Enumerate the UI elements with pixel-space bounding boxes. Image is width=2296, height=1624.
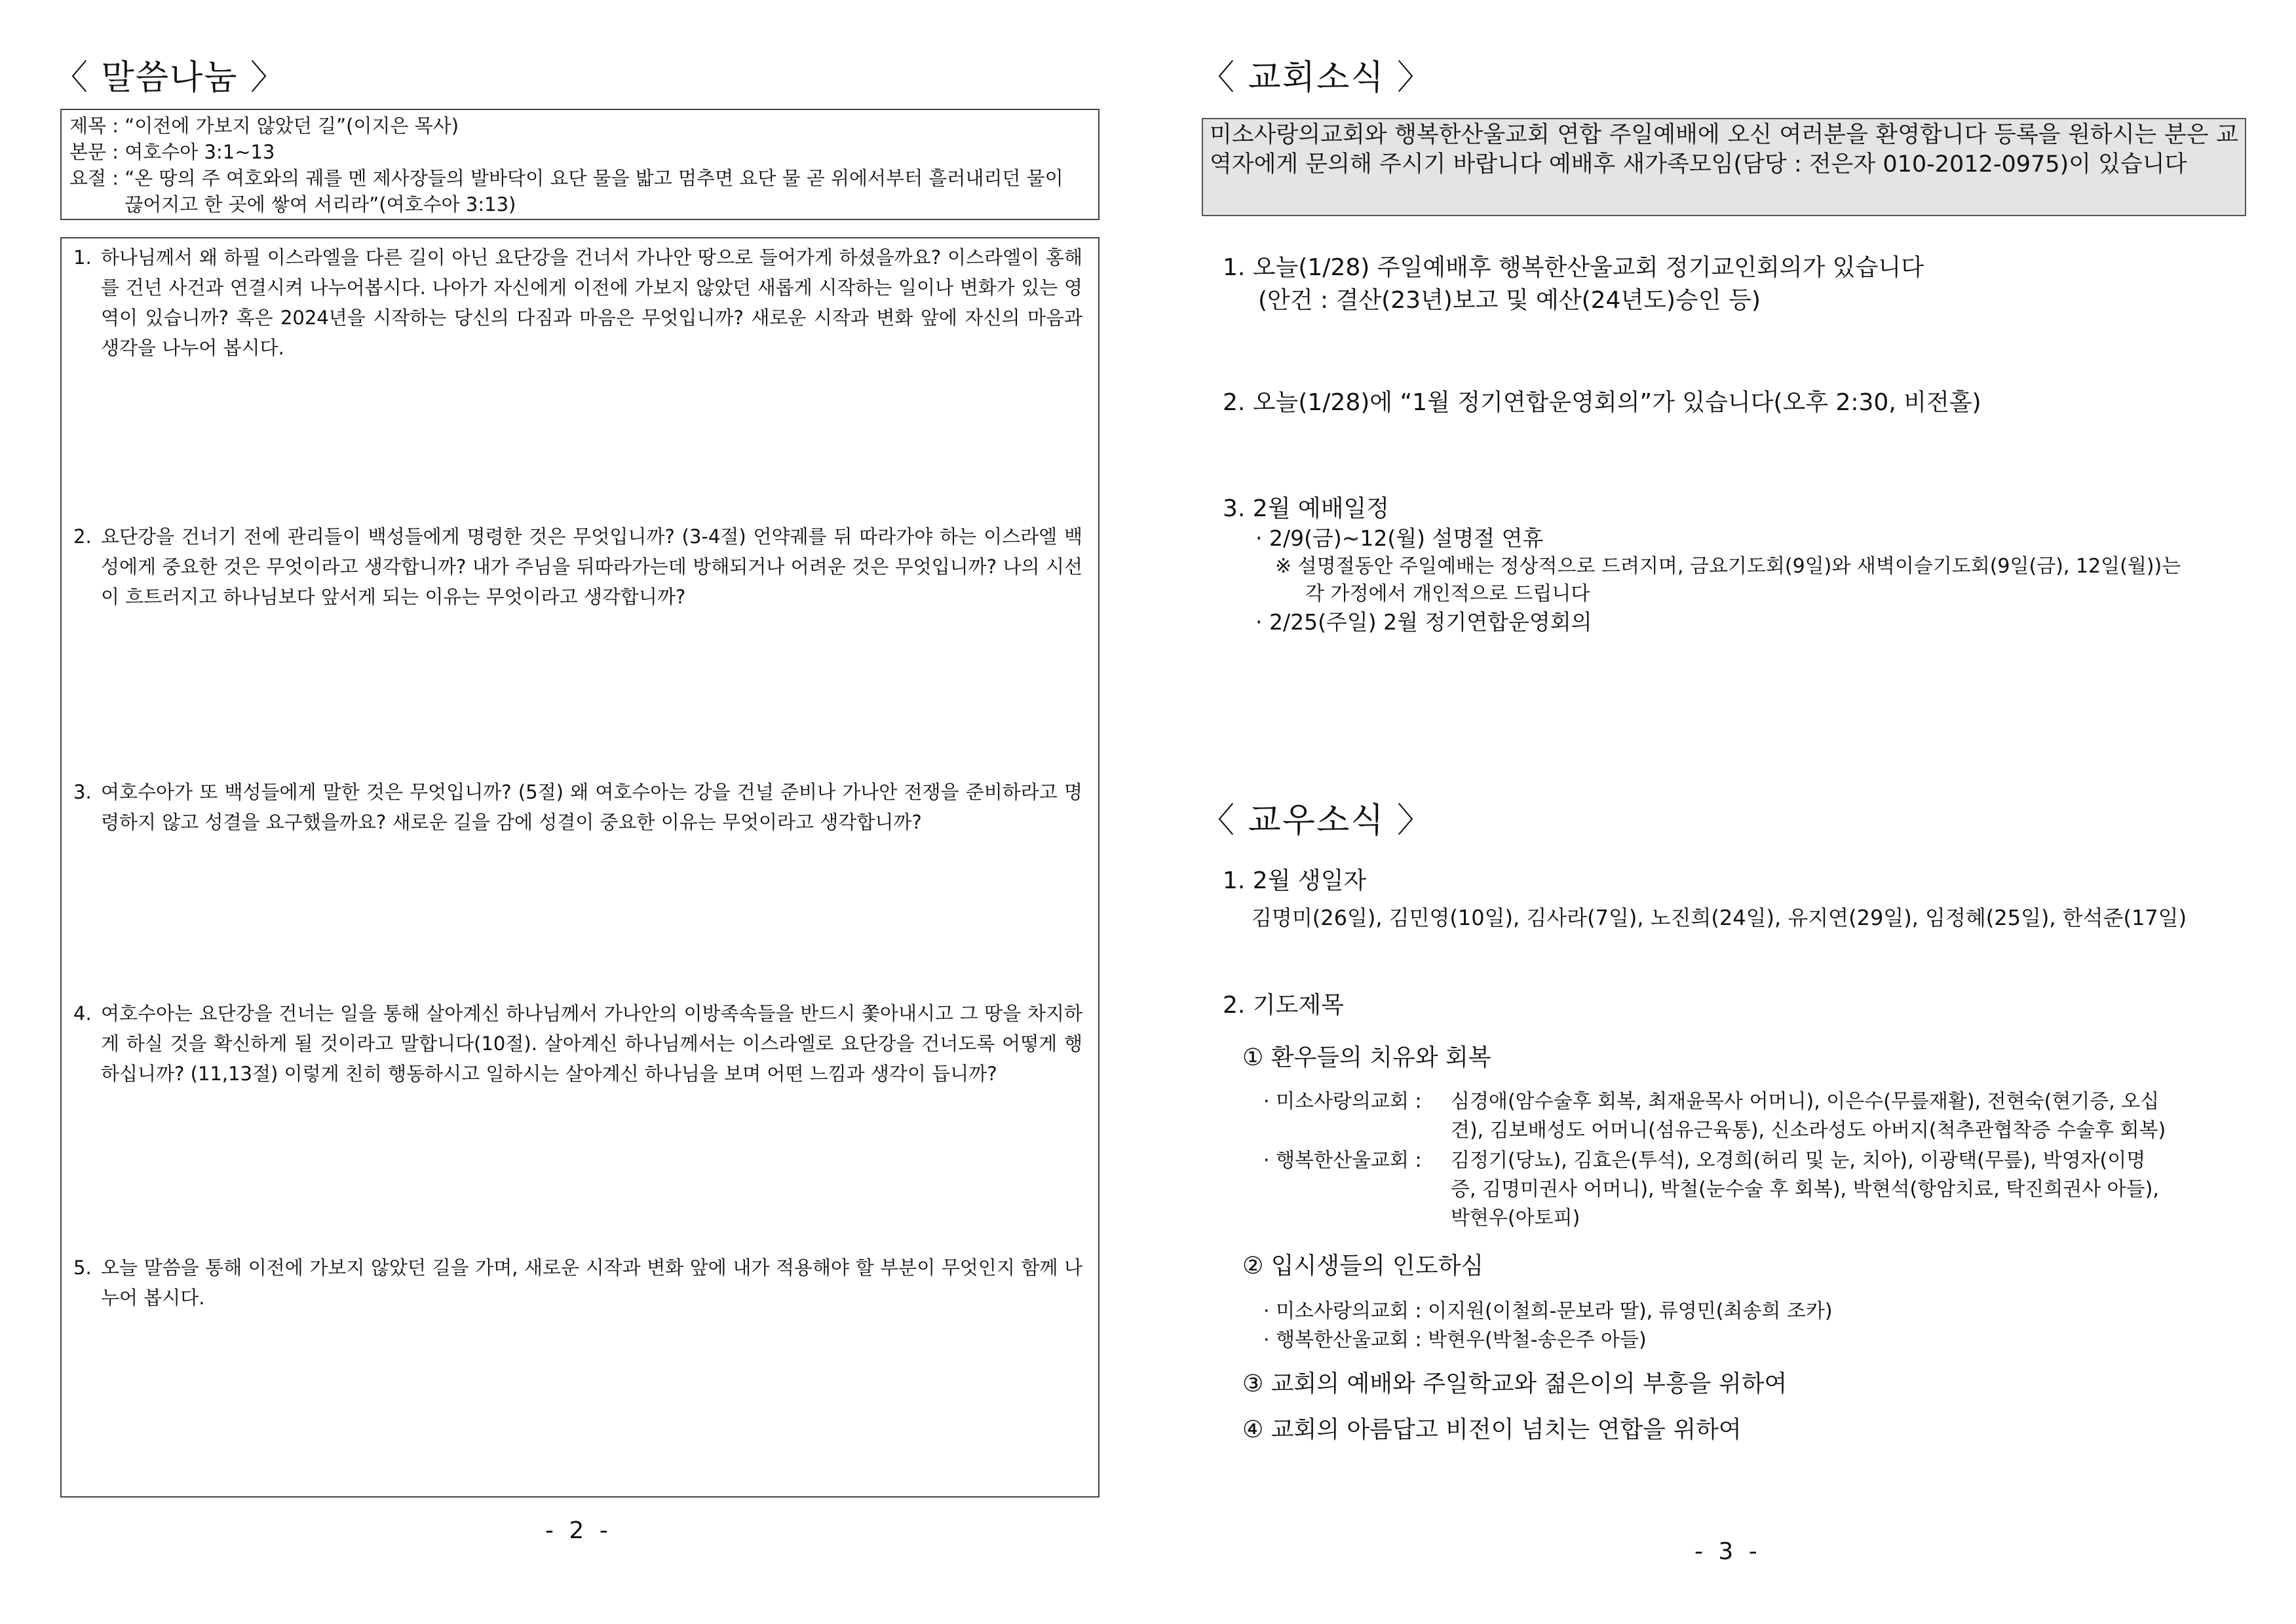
welcome-notice: 미소사랑의교회와 행복한산울교회 연합 주일예배에 오신 여러분을 환영합니다 등록을 원하시는 분은 교역자에게 문의해 주시기 바랍니다 예배후 새가족모임(담당 : 전은자 010-2012-0975)이 있습니다: [1202, 118, 2246, 216]
prayer-item-3: ③ 교회의 예배와 주일학교와 젊은이의 부흥을 위하여: [1242, 1370, 1788, 1397]
page-heading-member-news: 〈 교우소식 〉: [1200, 801, 1432, 840]
question-text: 여호수아가 또 백성들에게 말한 것은 무엇입니까? (5절) 왜 여호수아는 강을 건널 준비나 가나안 전쟁을 준비하라고 명령하지 않고 성결을 요구했을까요? 새로운 길을 감에 성결이 중요한 이유는 무엇이라고 생각합니까?: [101, 781, 1082, 833]
news-item-3: 3. 2월 예배일정: [1223, 495, 1390, 522]
prayer-1-church-b-line-3: 박현우(아토피): [1451, 1207, 1580, 1230]
birthday-title: 1. 2월 생일자: [1223, 867, 1367, 894]
prayer-1-church-a-line-1: 심경애(암수술후 회복, 최재윤목사 어머니), 이은수(무릎재활), 전현숙(현기증, 오십: [1451, 1090, 2160, 1113]
question-text: 여호수아는 요단강을 건너는 일을 통해 살아계신 하나님께서 가나안의 이방족속들을 반드시 쫓아내시고 그 땅을 차지하게 하실 것을 확신하게 될 것이라고 말합니다(10절). 살아계신 하나님께서는 이스라엘로 요단강을 건너도록 어떻게 행하십니까? (11,13절) 이렇게 친히 행동하시고 일하시는 살아계신 하나님을 보며 어떤 느낌과 생각이 듭니까?: [101, 1002, 1082, 1085]
page-heading-sermon-sharing: 〈 말씀나눔 〉: [54, 58, 286, 98]
prayer-1-church-a-line-2: 견), 김보배성도 어머니(섬유근육통), 신소라성도 아버지(척추관협착증 수술후 회복): [1451, 1119, 2166, 1142]
question-number: 3.: [73, 781, 92, 803]
page-heading-church-news: 〈 교회소식 〉: [1200, 58, 1432, 98]
prayer-title: 2. 기도제목: [1223, 992, 1344, 1019]
question-number: 2.: [73, 525, 92, 548]
prayer-2-church-a: · 미소사랑의교회 : 이지원(이철희-문보라 딸), 류영민(최송희 조카): [1263, 1300, 1833, 1323]
question-number: 1.: [73, 246, 92, 269]
question-number: 5.: [73, 1256, 92, 1279]
prayer-2-church-b: · 행복한산울교회 : 박현우(박철-송은주 아들): [1263, 1329, 1647, 1351]
news-item-1: 1. 오늘(1/28) 주일예배후 행복한산울교회 정기교인회의가 있습니다: [1223, 254, 1924, 281]
news-item-2: 2. 오늘(1/28)에 “1월 정기연합운영회의”가 있습니다(오후 2:30, 비전홀): [1223, 389, 1981, 416]
sermon-title-label: 제목 :: [69, 115, 119, 137]
sermon-text-row: [69, 139, 1090, 165]
news-item-3-note-cont: 각 가정에서 개인적으로 드립니다: [1305, 582, 1590, 605]
prayer-1-church-b-line-2: 증, 김명미권사 어머니), 박철(눈수술 후 회복), 박현석(항암치료, 탁진희권사 아들),: [1451, 1178, 2159, 1201]
question-2: [73, 521, 1082, 612]
prayer-1-church-a-label: · 미소사랑의교회 :: [1263, 1090, 1422, 1113]
questions-box: [60, 237, 1100, 1498]
question-5: [73, 1253, 1082, 1313]
birthday-list: 김명미(26일), 김민영(10일), 김사라(7일), 노진희(24일), 유지연(29일), 임정혜(25일), 한석준(17일): [1252, 905, 2187, 930]
page-number-left: - 2 -: [545, 1517, 612, 1544]
question-number: 4.: [73, 1002, 92, 1025]
sermon-key-verse: “온 땅의 주 여호와의 궤를 멘 제사장들의 발바닥이 요단 물을 밟고 멈추면 요단 물 곧 위에서부터 흘러내리던 물이 끊어지고 한 곳에 쌓여 서리라”(여호수아 3:13): [124, 167, 1063, 216]
page-number-right: - 3 -: [1694, 1538, 1761, 1565]
news-item-3-note: ※ 설명절동안 주일예배는 정상적으로 드려지며, 금요기도회(9일)와 새벽이슬기도회(9일(금), 12일(월))는: [1275, 555, 2181, 578]
prayer-1-church-b-label: · 행복한산울교회 :: [1263, 1149, 1422, 1172]
prayer-item-4: ④ 교회의 아름답고 비전이 넘치는 연합을 위하여: [1242, 1416, 1742, 1443]
sermon-verse-label: 요절 :: [69, 167, 119, 189]
sermon-scripture: 여호수아 3:1~13: [124, 141, 275, 163]
question-4: [73, 998, 1082, 1089]
news-item-3-bullet-1: · 2/9(금)~12(월) 설명절 연휴: [1255, 525, 1544, 551]
question-3: [73, 777, 1082, 837]
sermon-verse-row: [69, 165, 1090, 217]
sermon-title-row: [69, 113, 1090, 139]
sermon-title: “이전에 가보지 않았던 길”(이지은 목사): [124, 115, 459, 137]
prayer-item-2: ② 입시생들의 인도하심: [1242, 1253, 1484, 1279]
news-item-3-bullet-2: · 2/25(주일) 2월 정기연합운영회의: [1255, 609, 1592, 635]
prayer-1-church-b-line-1: 김정기(당뇨), 김효은(투석), 오경희(허리 및 눈, 치아), 이광택(무릎), 박영자(이명: [1451, 1149, 2146, 1172]
prayer-item-1: ① 환우들의 치유와 회복: [1242, 1044, 1491, 1071]
news-item-1-detail: (안건 : 결산(23년)보고 및 예산(24년도)승인 등): [1258, 287, 1761, 314]
question-text: 요단강을 건너기 전에 관리들이 백성들에게 명령한 것은 무엇입니까? (3-4절) 언약궤를 뒤 따라가야 하는 이스라엘 백성에게 중요한 것은 무엇이라고 생각합니까? 내가 주님을 뒤따라가는데 방해되거나 어려운 것은 무엇입니까? 나의 시선이 흐트러지고 하나님보다 앞서게 되는 이유는 무엇이라고 생각합니까?: [101, 525, 1082, 608]
question-1: [73, 242, 1082, 363]
question-text: 오늘 말씀을 통해 이전에 가보지 않았던 길을 가며, 새로운 시작과 변화 앞에 내가 적용해야 할 부분이 무엇인지 함께 나누어 봅시다.: [101, 1256, 1082, 1309]
sermon-text-label: 본문 :: [69, 141, 119, 163]
sermon-info-box: [60, 109, 1100, 220]
question-text: 하나님께서 왜 하필 이스라엘을 다른 길이 아닌 요단강을 건너서 가나안 땅으로 들어가게 하셨을까요? 이스라엘이 홍해를 건넌 사건과 연결시켜 나누어봅시다. 나아가 자신에게 이전에 가보지 않았던 새롭게 시작하는 일이나 변화가 있는 영역이 있습니까? 혹은 2024년을 시작하는 당신의 다짐과 마음은 무엇입니까? 새로운 시작과 변화 앞에 자신의 마음과 생각을 나누어 봅시다.: [101, 246, 1082, 359]
